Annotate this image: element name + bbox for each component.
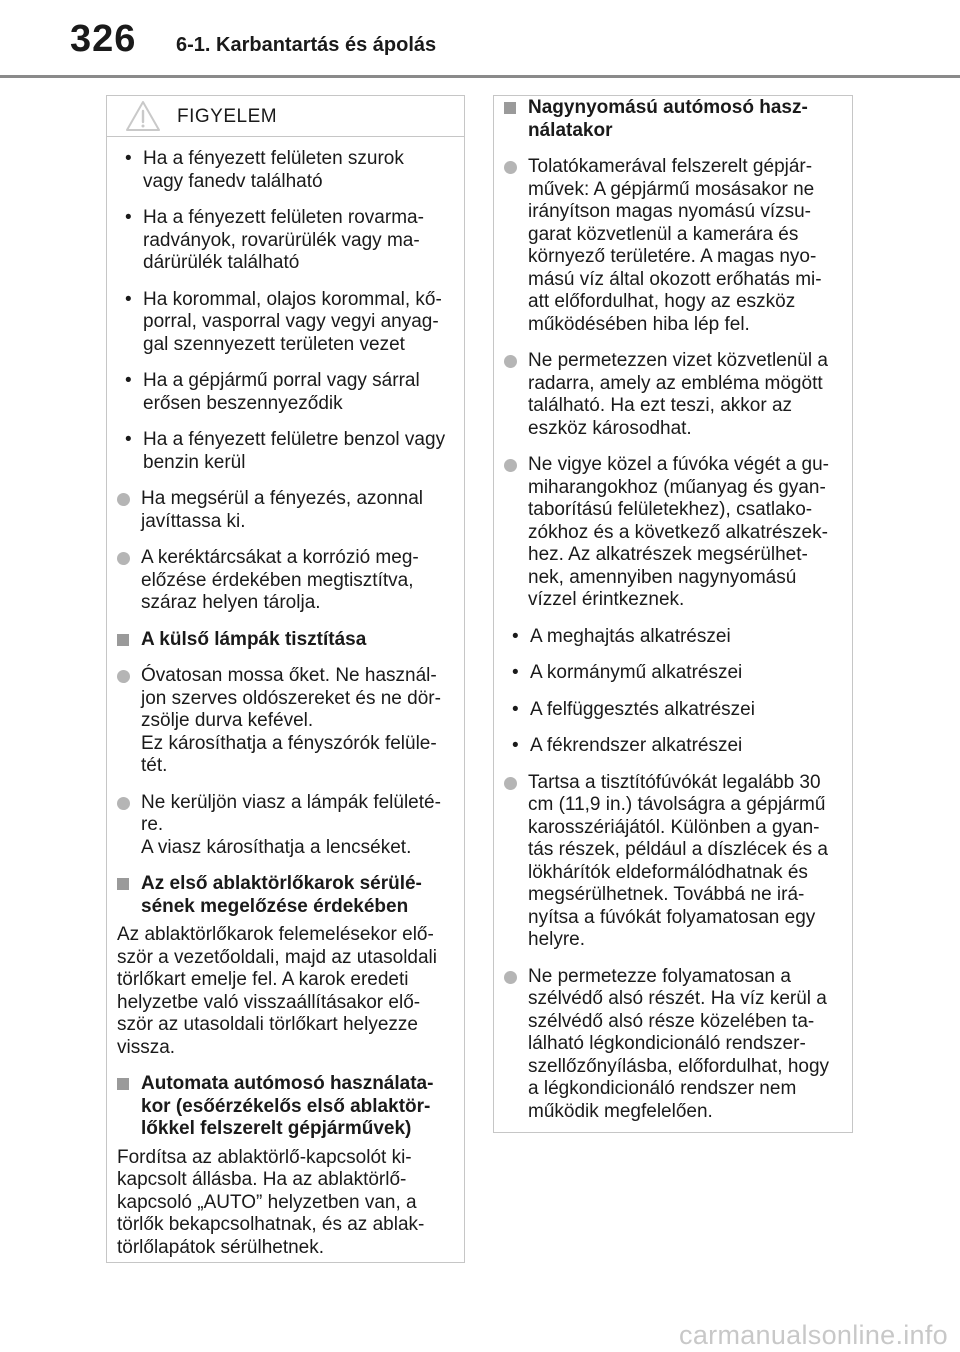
bullet-item-text: Ha a fényezett felületen rovarma- radványok, rovarürülék vagy ma- dárürülék található <box>143 207 424 273</box>
circle-bullet-item-text: Ne kerüljön viasz a lámpák felületé- re. A viasz károsíthatja a lencséket. <box>141 791 441 858</box>
circle-bullet-item-text: Ha megsérül a fényezés, azonnal javíttassa ki. <box>141 488 423 532</box>
bullet-item <box>504 662 852 685</box>
warning-header <box>107 96 464 137</box>
circle-bullet-icon <box>117 493 130 506</box>
page-header <box>0 0 960 76</box>
circle-bullet-item-text: Tartsa a tisztítófúvókát legalább 30 cm (11,9 in.) távolságra a gépjármű karosszériájától. Különben a gyan- tás részek, például a díszlécek és a lökhárítók eldeformálódhatnak és megsérülhetnek. Továbbá ne irá- nyítsa a fúvókát folyamatosan egy helyre. <box>528 771 828 950</box>
circle-bullet-item-text: Ne permetezzen vizet közvetlenül a radarra, amely az embléma mögött található. Ha ezt teszi, akkor az eszköz károsodhat. <box>528 350 828 439</box>
bullet-mark: • <box>512 625 519 647</box>
right-column-content <box>494 96 852 1123</box>
bullet-item-text: A kormánymű alkatrészei <box>530 662 743 683</box>
subheading-text: Automata autómosó használata- kor (esőérzékelős első ablaktör- lőkkel felszerelt gépjárművek) <box>141 1073 434 1139</box>
circle-bullet-item <box>504 350 852 440</box>
circle-bullet-icon <box>117 670 130 683</box>
bullet-item-text: Ha a gépjármű porral vagy sárral erősen beszennyeződik <box>143 370 420 414</box>
bullet-mark: • <box>512 662 519 683</box>
bullet-mark: • <box>512 735 519 756</box>
warning-title: FIGYELEM <box>177 106 278 127</box>
circle-bullet-icon <box>117 797 130 810</box>
bullet-mark: • <box>125 207 132 228</box>
paragraph <box>117 924 464 1059</box>
circle-bullet-item <box>117 547 464 615</box>
subheading-text: Nagynyomású autómosó hasz- nálatakor <box>528 97 808 141</box>
header-divider <box>0 75 960 78</box>
square-marker-icon <box>117 878 129 890</box>
square-marker-icon <box>117 634 129 646</box>
right-box <box>493 95 853 1133</box>
bullet-mark: • <box>125 148 132 169</box>
page-number: 326 <box>70 18 137 60</box>
page-footer <box>0 1318 960 1352</box>
circle-bullet-icon <box>504 971 517 984</box>
circle-bullet-item-text: Ne vigye közel a fúvóka végét a gu- miharangokhoz (műanyag és gyan- taborítású felületekhez), csatlako- zókhoz és a következő alkatrészek- hez. Az alkatrészek megsérülhet- nek, amennyiben nagynyomású vízzel érintkeznek. <box>528 454 830 610</box>
bullet-item <box>117 289 464 357</box>
paragraph-text: Az ablaktörlőkarok felemelésekor elő- ször a vezetőoldali, majd az utasoldali törlőkart emelje fel. A karok eredeti helyzetbe való visszaállításakor elő- ször az utasoldali törlőkart helyezze vissza. <box>117 924 438 1058</box>
circle-bullet-item-text: Óvatosan mossa őket. Ne használ- jon szerves oldószereket és ne dör- zsölje durva kefével. Ez károsíthatja a fényszórók felüle- tét. <box>141 665 441 776</box>
bullet-item-text: Ha a fényezett felületre benzol vagy benzin kerül <box>143 429 446 473</box>
bullet-item-text: A meghajtás alkatrészei <box>530 625 731 647</box>
subheading-text: A külső lámpák tisztítása <box>141 628 367 650</box>
subheading <box>117 629 464 652</box>
warning-box <box>106 95 465 1263</box>
bullet-item-text: A fékrendszer alkatrészei <box>530 735 743 756</box>
section-title: 6-1. Karbantartás és ápolás <box>176 34 437 56</box>
circle-bullet-item <box>504 454 852 612</box>
circle-bullet-item <box>504 772 852 952</box>
watermark: carmanualsonline.info <box>679 1320 948 1350</box>
bullet-mark: • <box>125 288 132 310</box>
circle-bullet-item-text: Tolatókamerával felszerelt gépjár- művek: A gépjármű mosásakor ne irányítson magas nyomású vízsu- garat közvetlenül a kamerára és környező területére. A magas nyo- mású víz által okozott erőhatás mi- att előfordulhat, hogy az eszköz működésében hiba lép fel. <box>528 156 822 335</box>
subheading <box>504 97 852 142</box>
bullet-item <box>117 207 464 275</box>
subheading <box>117 873 464 918</box>
bullet-item <box>117 370 464 415</box>
circle-bullet-icon <box>504 777 517 790</box>
circle-bullet-item <box>117 665 464 778</box>
circle-bullet-icon <box>117 552 130 565</box>
circle-bullet-item <box>117 792 464 860</box>
bullet-item-text: Ha korommal, olajos korommal, kő- porral, vasporral vagy vegyi anyag- gal szennyezett területen vezet <box>143 288 442 355</box>
circle-bullet-item-text: A keréktárcsákat a korrózió meg- előzése érdekében megtisztítva, száraz helyen tárolja. <box>141 547 419 613</box>
subheading <box>117 1073 464 1141</box>
bullet-item <box>504 735 852 758</box>
paragraph <box>117 1147 464 1260</box>
circle-bullet-icon <box>504 161 517 174</box>
circle-bullet-icon <box>504 355 517 368</box>
bullet-mark: • <box>125 429 132 450</box>
paragraph-text: Fordítsa az ablaktörlő-kapcsolót ki- kapcsolt állásba. Ha az ablaktörlő- kapcsoló „AUTO” helyzetben van, a törlők bekapcsolhatnak, és az ablak- törlőlapátok sérülhetnek. <box>117 1146 425 1258</box>
bullet-mark: • <box>512 698 519 720</box>
circle-bullet-item <box>117 488 464 533</box>
bullet-item-text: Ha a fényezett felületen szurok vagy fanedv található <box>143 148 404 192</box>
warning-triangle-icon <box>125 100 161 132</box>
circle-bullet-item-text: Ne permetezze folyamatosan a szélvédő alsó részét. Ha víz kerül a szélvédő alsó része közelében ta- lálható légkondicionáló rendszer- szellőzőnyílásba, előfordulhat, hogy a légkondicionáló rendszer nem működik megfelelően. <box>528 965 830 1122</box>
bullet-item <box>504 626 852 649</box>
square-marker-icon <box>504 102 516 114</box>
subheading-text: Az első ablaktörlőkarok sérülé- sének megelőzése érdekében <box>141 873 422 917</box>
circle-bullet-item <box>504 156 852 336</box>
bullet-item <box>504 699 852 722</box>
bullet-item <box>117 429 464 474</box>
circle-bullet-item <box>504 966 852 1124</box>
bullet-mark: • <box>125 370 132 391</box>
circle-bullet-icon <box>504 459 517 472</box>
left-column-content <box>107 137 464 1259</box>
bullet-item <box>117 148 464 193</box>
square-marker-icon <box>117 1078 129 1090</box>
bullet-item-text: A felfüggesztés alkatrészei <box>530 698 755 720</box>
